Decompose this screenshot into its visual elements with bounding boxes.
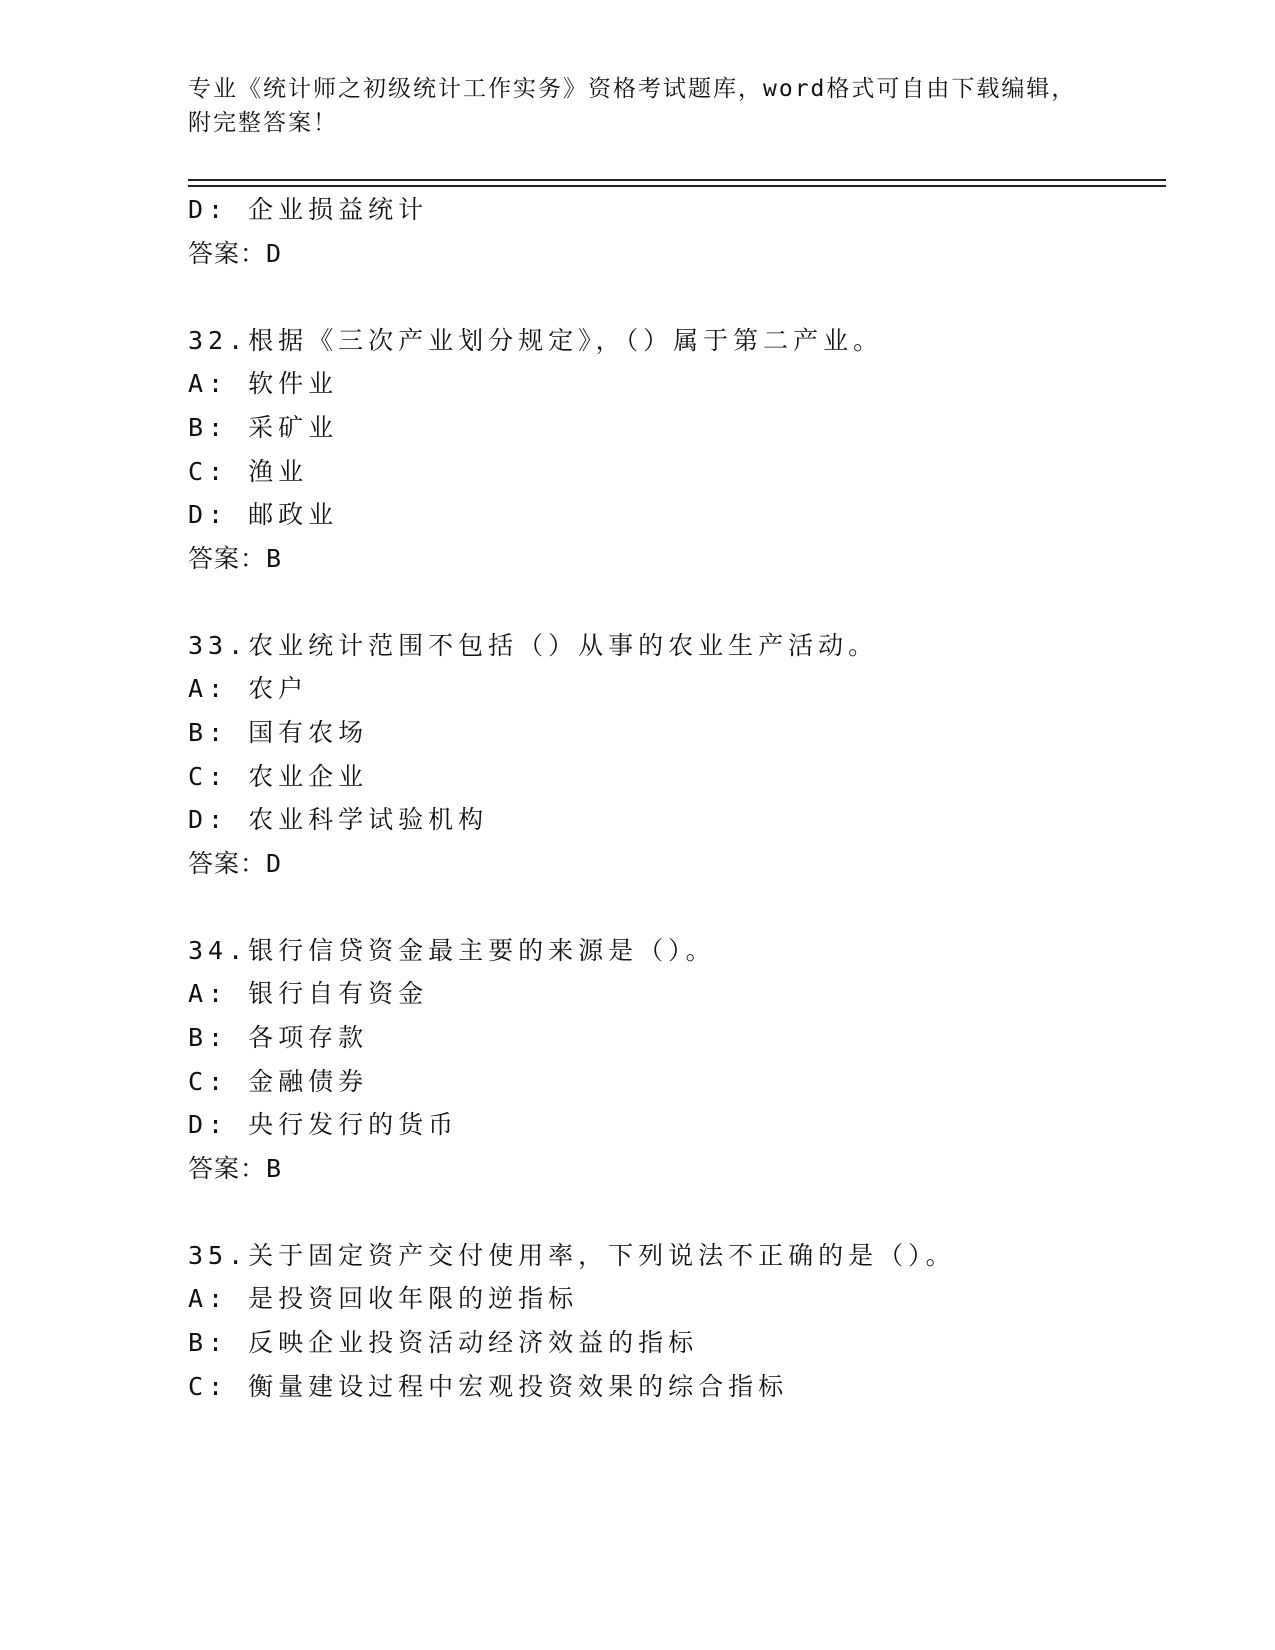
option-b: B: 国有农场 xyxy=(188,718,369,747)
option-b: B: 采矿业 xyxy=(188,413,339,442)
document-header xyxy=(188,72,1088,140)
header-rule-bottom xyxy=(188,185,1166,187)
question-33: 33.农业统计范围不包括（）从事的农业生产活动。 xyxy=(188,631,879,660)
header-line-1: 专业《统计师之初级统计工作实务》资格考试题库，word格式可自由下载编辑， xyxy=(188,76,1077,102)
question-35: 35.关于固定资产交付使用率，下列说法不正确的是（）。 xyxy=(188,1241,956,1270)
option-b: B: 反映企业投资活动经济效益的指标 xyxy=(188,1328,699,1357)
header-rule-top xyxy=(188,179,1166,181)
option-c: C: 农业企业 xyxy=(188,762,369,791)
option-c: C: 金融债券 xyxy=(188,1067,369,1096)
option-a: A: 是投资回收年限的逆指标 xyxy=(188,1284,579,1313)
option-d: D: 农业科学试验机构 xyxy=(188,805,489,834)
option-b: B: 各项存款 xyxy=(188,1023,369,1052)
option-c: C: 衡量建设过程中宏观投资效果的综合指标 xyxy=(188,1372,789,1401)
option-a: A: 农户 xyxy=(188,674,309,703)
option-d: D: 企业损益统计 xyxy=(188,195,429,224)
option-a: A: 银行自有资金 xyxy=(188,979,429,1008)
answer-line: 答案：D xyxy=(188,239,283,268)
header-line-2: 附完整答案！ xyxy=(188,110,338,136)
answer-line: 答案：D xyxy=(188,849,283,878)
question-34: 34.银行信贷资金最主要的来源是（）。 xyxy=(188,936,716,965)
answer-line: 答案：B xyxy=(188,544,283,573)
option-d: D: 央行发行的货币 xyxy=(188,1110,459,1139)
question-32: 32.根据《三次产业划分规定》，（）属于第二产业。 xyxy=(188,326,884,355)
option-c: C: 渔业 xyxy=(188,457,309,486)
option-a: A: 软件业 xyxy=(188,369,339,398)
answer-line: 答案：B xyxy=(188,1154,283,1183)
option-d: D: 邮政业 xyxy=(188,500,339,529)
